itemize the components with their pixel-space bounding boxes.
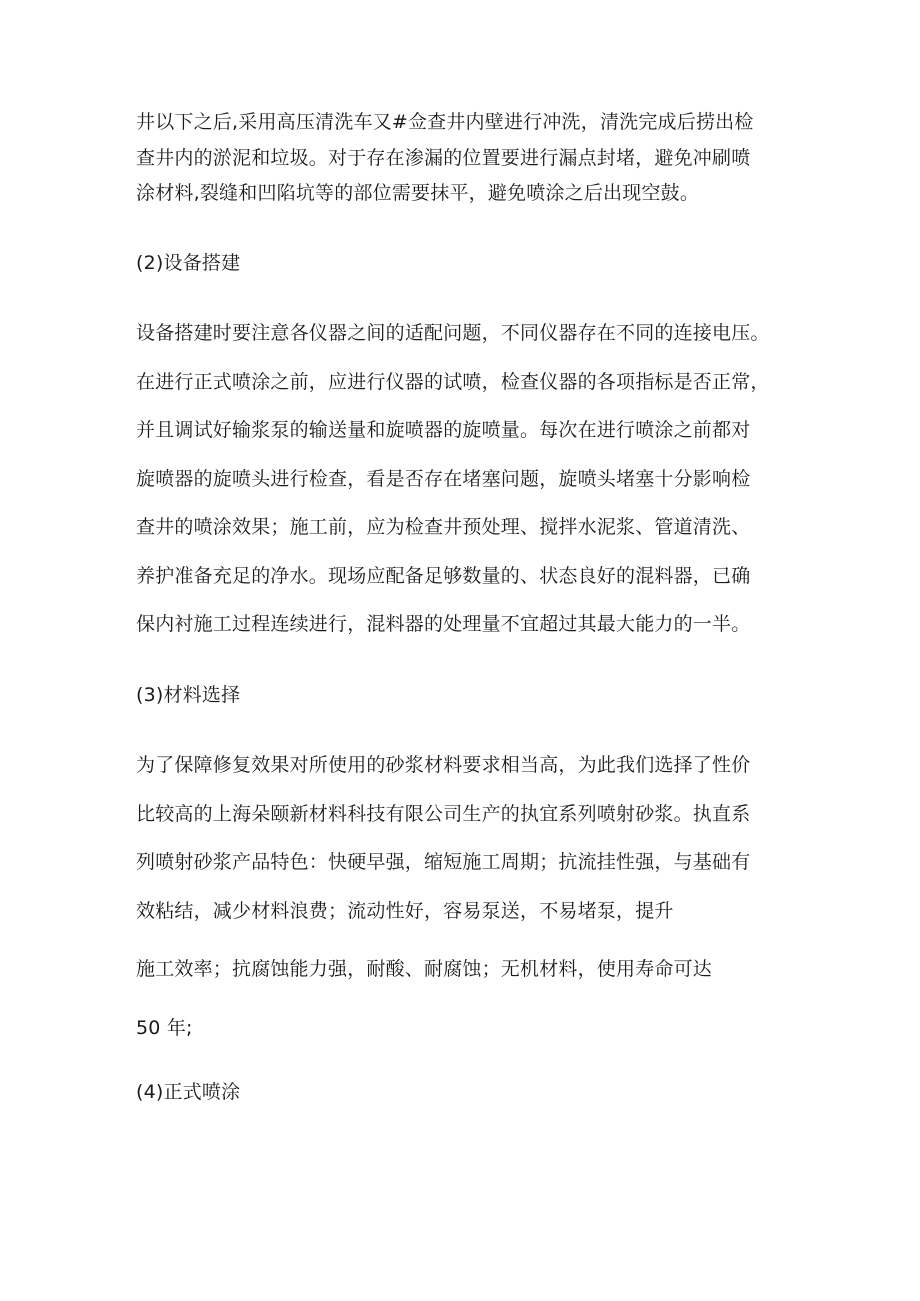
paragraph-2-line-3: 并且调试好输浆泵的输送量和旋喷器的旋喷量。每次在进行喷涂之前都对 <box>136 419 751 441</box>
paragraph-3-line-1: 为了保障修复效果对所使用的砂浆材料要求相当高，为此我们选择了性价 <box>136 754 751 776</box>
paragraph-1-line-3: 涂材料,裂缝和凹陷坑等的部位需要抹平，避免喷涂之后出现空鼓。 <box>136 182 700 204</box>
paragraph-2-line-7: 保内衬施工过程连续进行，混料器的处理量不宜超过其最大能力的一半。 <box>136 613 751 635</box>
paragraph-3-line-6: 50 年; <box>136 1017 193 1039</box>
paragraph-1-line-1: 井以下之后,采用高压清洗车又#佥查井内壁进行冲洗，清洗完成后捞出检 <box>136 111 754 133</box>
paragraph-3-line-2: 比较高的上海朵颐新材料科技有限公司生产的执宜系列喷射砂浆。执直系 <box>136 803 751 825</box>
section-heading-3: (3)材料选择 <box>136 684 241 706</box>
paragraph-2-line-2: 在进行正式喷涂之前，应进行仪器的试喷，检查仪器的各项指标是否正常， <box>136 371 770 393</box>
paragraph-2-line-1: 设备搭建时要注意各仪器之间的适配问题，不同仪器存在不同的连接电压。 <box>136 322 770 344</box>
paragraph-2-line-6: 养护准备充足的净水。现场应配备足够数量的、状态良好的混料器，已确 <box>136 565 751 587</box>
section-heading-4: (4)正式喷涂 <box>136 1081 241 1103</box>
paragraph-2-line-5: 查井的喷涂效果；施工前，应为检查井预处理、搅拌水泥浆、管道清洗、 <box>136 516 751 538</box>
paragraph-2-line-4: 旋喷器的旋喷头进行检查，看是否存在堵塞问题，旋喷头堵塞十分影响检 <box>136 468 751 490</box>
paragraph-3-line-4: 效粘结，减少材料浪费；流动性好，容易泵送，不易堵泵，提升 <box>136 900 674 922</box>
paragraph-3-line-3: 列喷射砂浆产品特色：快硬早强，缩短施工周期；抗流挂性强，与基础有 <box>136 851 751 873</box>
paragraph-3-line-5: 施工效率；抗腐蚀能力强，耐酸、耐腐蚀；无机材料，使用寿命可达 <box>136 958 713 980</box>
paragraph-1-line-2: 查井内的淤泥和垃圾。对于存在渗漏的位置要进行漏点封堵，避免冲刷喷 <box>136 147 751 169</box>
section-heading-2: (2)设备搭建 <box>136 252 241 274</box>
